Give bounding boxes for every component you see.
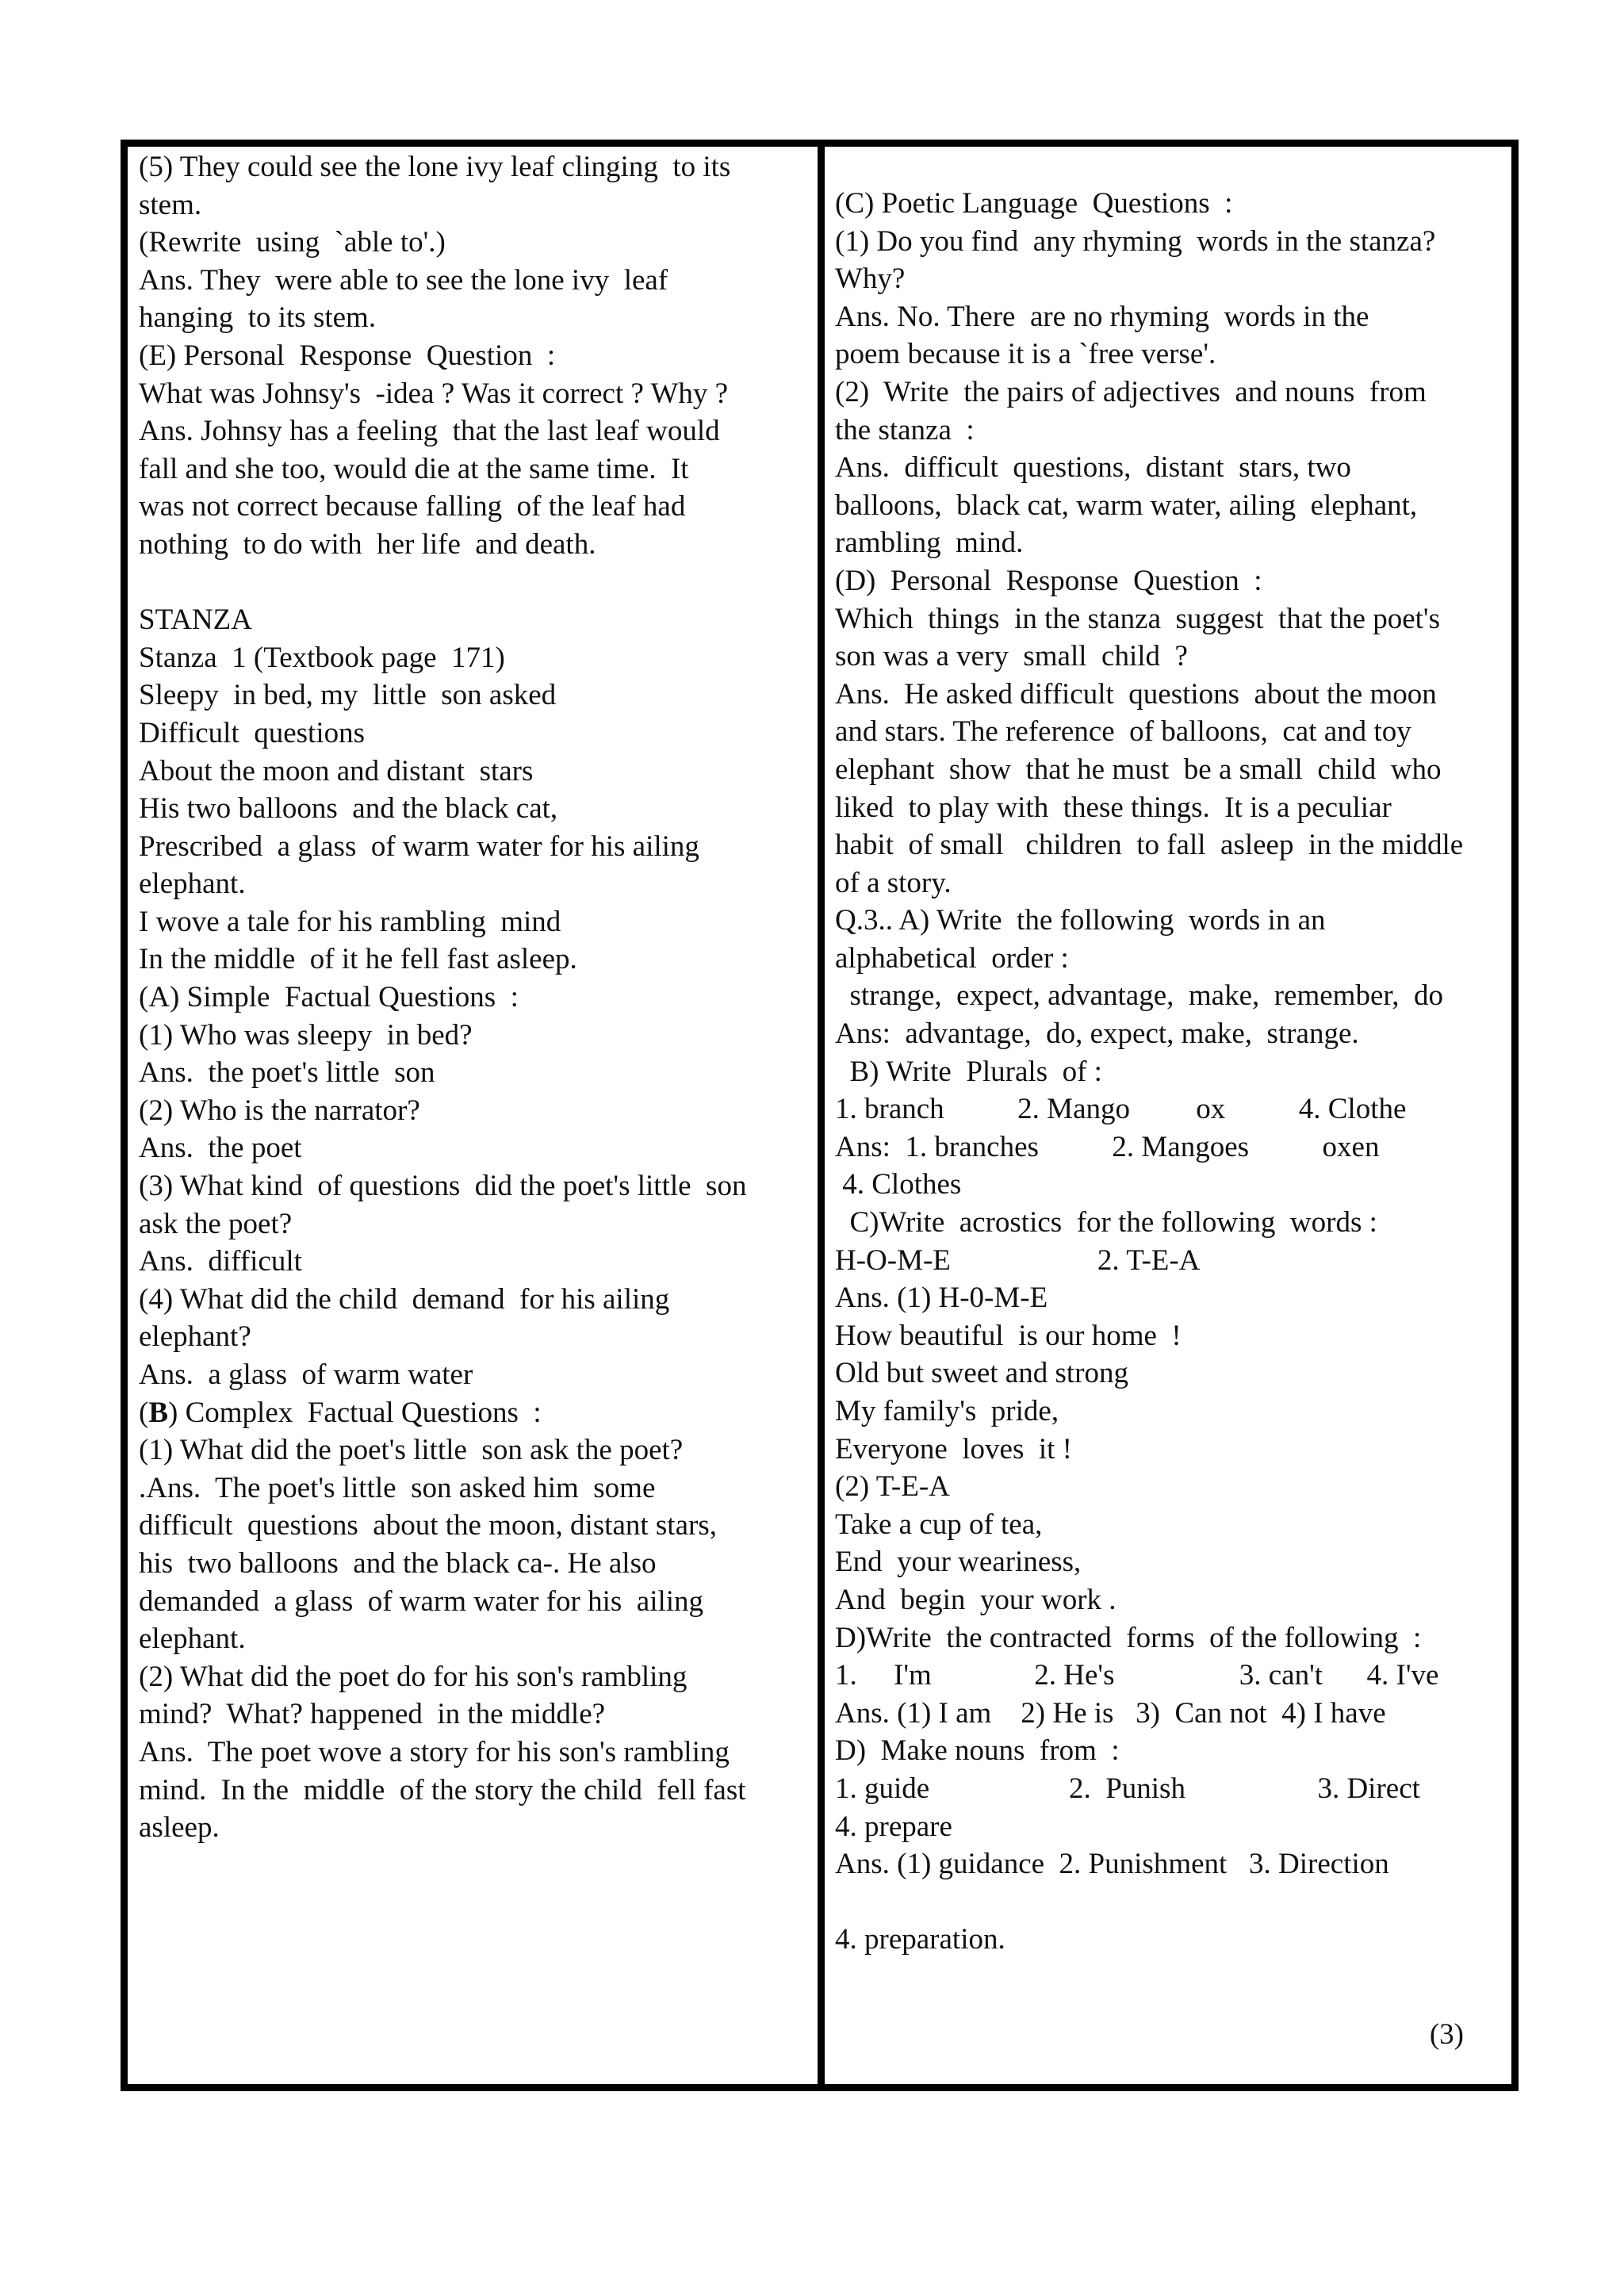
text-line: (1) What did the poet's little son ask the poet? [139, 1434, 684, 1467]
text-line: habit of small children to fall asleep in the middle [835, 829, 1464, 862]
heading-prefix: ( [139, 1396, 149, 1429]
text-line: elephant? [139, 1320, 251, 1354]
text-line: (A) Simple Factual Questions : [139, 981, 519, 1014]
text-line: 4. prepare [835, 1810, 952, 1843]
column-divider [818, 147, 825, 2084]
text-line: Difficult questions [139, 716, 366, 749]
text-line: Ans. difficult [139, 1245, 302, 1278]
text-line: ask the poet? [139, 1207, 293, 1240]
text-line: .Ans. The poet's little son asked him some [139, 1471, 656, 1504]
text-line: mind. In the middle of the story the child fell fast [139, 1773, 746, 1806]
text-line: Ans. (1) I am 2) He is 3) Can not 4) I have [835, 1696, 1386, 1730]
text-line: Ans. They were able to see the lone ivy leaf [139, 263, 668, 297]
text-line: (2) Write the pairs of adjectives and nouns from [835, 375, 1427, 408]
text-line: fall and she too, would die at the same time. It [139, 452, 689, 485]
text-line: (D) Personal Response Question : [835, 564, 1262, 597]
text-line: Ans. a glass of warm water [139, 1358, 473, 1391]
text-line: Ans: 1. branches 2. Mangoes oxen [835, 1130, 1380, 1163]
text-line: (2) T-E-A [835, 1470, 950, 1504]
text-line: (E) Personal Response Question : [139, 339, 556, 372]
blank-line [139, 564, 811, 602]
text-line: (2) Who is the narrator? [139, 1094, 420, 1127]
right-column [835, 147, 1517, 1959]
text-line: (4) What did the child demand for his ailing [139, 1282, 670, 1316]
text-line: Ans. (1) H-0-M-E [835, 1282, 1048, 1315]
text-line: Which things in the stanza suggest that the poet's [835, 602, 1440, 635]
text-line: balloons, black cat, warm water, ailing elephant, [835, 489, 1418, 522]
text-line: difficult questions about the moon, distant stars, [139, 1509, 717, 1542]
text-line: elephant. [139, 1623, 246, 1656]
text-line: hanging to its stem. [139, 301, 377, 335]
text-line: (C) Poetic Language Questions : [835, 187, 1233, 220]
text-line: Ans. the poet's little son [139, 1056, 435, 1090]
text-line: 4. preparation. [835, 1923, 1005, 1956]
text-line: C)Write acrostics for the following words : [835, 1206, 1377, 1239]
text-line: mind? What? happened in the middle? [139, 1698, 606, 1731]
document-sheet [121, 140, 1519, 2091]
text-line: H-O-M-E 2. T-E-A [835, 1243, 1201, 1277]
text-line: alphabetical order : [835, 941, 1069, 975]
text-line: Ans. The poet wove a story for his son's rambling [139, 1735, 730, 1768]
text-line: (3) What kind of questions did the poet's little son [139, 1170, 747, 1203]
text-line: In the middle of it he fell fast asleep. [139, 943, 577, 976]
section-heading-b [139, 1394, 811, 1432]
text-line: 1. I'm 2. He's 3. can't 4. I've [835, 1659, 1439, 1692]
text-line: and stars. The reference of balloons, cat and toy [835, 715, 1411, 749]
left-column [139, 147, 811, 1847]
text-line: D) Make nouns from : [835, 1734, 1120, 1768]
text-line: His two balloons and the black cat, [139, 792, 558, 826]
text-line: Take a cup of tea, [835, 1508, 1043, 1541]
text-line: Ans: advantage, do, expect, make, strange. [835, 1017, 1359, 1051]
text-line: rambling mind. [835, 527, 1024, 560]
text-line: B) Write Plurals of : [835, 1055, 1102, 1088]
text-line: poem because it is a `free verse'. [835, 338, 1216, 371]
text-line: Old but sweet and strong [835, 1357, 1128, 1390]
text-line: (1) Do you find any rhyming words in the stanza? [835, 224, 1436, 258]
text-line: Why? [835, 262, 906, 296]
heading-bold-letter: B [148, 1396, 169, 1429]
text-line: Ans. (1) guidance 2. Punishment 3. Direction [835, 1848, 1389, 1881]
text-line: Q.3.. A) Write the following words in an [835, 904, 1326, 937]
text-line: Prescribed a glass of warm water for his ailing [139, 829, 699, 863]
text-line: (2) What did the poet do for his son's rambling [139, 1660, 688, 1693]
text-line: (1) Who was sleepy in bed? [139, 1018, 473, 1052]
text-line: elephant show that he must be a small child who [835, 753, 1442, 786]
text-line: And begin your work . [835, 1583, 1116, 1616]
text-line: (Rewrite using `able to'.) [139, 226, 446, 259]
text-line: How beautiful is our home ! [835, 1319, 1182, 1352]
text-line: nothing to do with her life and death. [139, 527, 596, 561]
text-line: STANZA [139, 603, 252, 637]
text-line: of a story. [835, 866, 952, 899]
blank-line [835, 1883, 1517, 1921]
text-line: strange, expect, advantage, make, remember, do [835, 979, 1443, 1013]
text-line: My family's pride, [835, 1395, 1059, 1427]
text-line: Sleepy in bed, my little son asked [139, 679, 557, 712]
text-line: demanded a glass of warm water for his ailing [139, 1584, 704, 1618]
text-line: 1. branch 2. Mango ox 4. Clothe [835, 1093, 1407, 1126]
text-line: Everyone loves it ! [835, 1432, 1072, 1466]
text-line: Ans. the poet [139, 1132, 302, 1165]
text-line: I wove a tale for his rambling mind [139, 905, 561, 938]
text-line: elephant. [139, 868, 246, 901]
text-line: was not correct because falling of the leaf had [139, 490, 686, 523]
text-line: asleep. [139, 1811, 220, 1845]
text-line: 1. guide 2. Punish 3. Direct [835, 1772, 1420, 1805]
page-number: (3) [1429, 2018, 1464, 2052]
text-line: End your weariness, [835, 1546, 1082, 1579]
text-line: About the moon and distant stars [139, 754, 534, 787]
text-line: Ans. difficult questions, distant stars, two [835, 451, 1351, 485]
text-line: What was Johnsy's -idea ? Was it correct ? Why ? [139, 377, 729, 410]
text-line: the stanza : [835, 413, 975, 446]
text-line: his two balloons and the black ca-. He also [139, 1546, 657, 1580]
text-line: Stanza 1 (Textbook page 171) [139, 641, 505, 674]
heading-rest: ) Complex Factual Questions : [168, 1396, 542, 1429]
text-line: son was a very small child ? [835, 640, 1188, 673]
text-line: D)Write the contracted forms of the following : [835, 1621, 1422, 1654]
text-line: Ans. Johnsy has a feeling that the last leaf would [139, 415, 720, 448]
text-line: stem. [139, 188, 202, 221]
text-line: Ans. No. There are no rhyming words in the [835, 300, 1369, 333]
text-line: Ans. He asked difficult questions about the moon [835, 677, 1437, 711]
text-line: liked to play with these things. It is a peculiar [835, 791, 1392, 824]
text-line: (5) They could see the lone ivy leaf clinging to its [139, 151, 731, 183]
text-line: 4. Clothes [835, 1168, 962, 1201]
